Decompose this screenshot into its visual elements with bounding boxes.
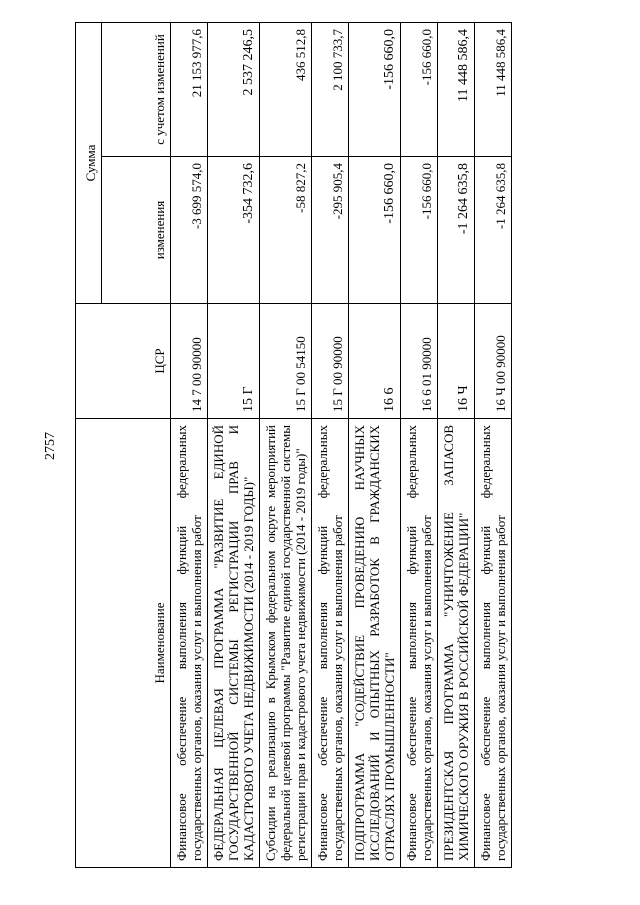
budget-table [75, 22, 512, 868]
header-sum: Сумма [76, 23, 102, 304]
table-row [208, 23, 260, 868]
row-code-cell: 16 6 [349, 304, 401, 419]
page-number: 2757 [43, 432, 58, 460]
row-change-cell: -3 699 574,0 [171, 157, 208, 304]
row-change-cell: -354 732,6 [208, 157, 260, 304]
row-name-cell: Финансовое обеспечение выполнения функций федеральных государственных органов, оказания услуг и выполнения работ [401, 419, 438, 868]
row-change-cell: -1 264 635,8 [438, 157, 475, 304]
row-change-cell: -295 905,4 [312, 157, 349, 304]
header-with-changes: с учетом изменений [102, 23, 171, 157]
row-code-cell: 15 Г 00 54150 [260, 304, 312, 419]
header-change: изменения [102, 157, 171, 304]
row-name-cell: Финансовое обеспечение выполнения функций федеральных государственных органов, оказания услуг и выполнения работ [171, 419, 208, 868]
row-name-cell: Субсидии на реализацию в Крымском федеральном округе мероприятий федеральной целевой программы "Развитие единой государственной системы регистрации прав и кадастрового учета недвижимости (2014 - 2019 годы)" [260, 419, 312, 868]
row-name-cell: ФЕДЕРАЛЬНАЯ ЦЕЛЕВАЯ ПРОГРАММА "РАЗВИТИЕ ЕДИНОЙ ГОСУДАРСТВЕННОЙ СИСТЕМЫ РЕГИСТРАЦИИ ПРАВ И КАДАСТРОВОГО УЧЕТА НЕДВИЖИМОСТИ (2014 - 2019 ГОДЫ)" [208, 419, 260, 868]
table-row [475, 23, 512, 868]
row-code-cell: 16 6 01 90000 [401, 304, 438, 419]
row-name-cell: ПОДПРОГРАММА "СОДЕЙСТВИЕ ПРОВЕДЕНИЮ НАУЧНЫХ ИССЛЕДОВАНИЙ И ОПЫТНЫХ РАЗРАБОТОК В ГРАЖДАНСКИХ ОТРАСЛЯХ ПРОМЫШЛЕННОСТИ" [349, 419, 401, 868]
header-code: ЦСР [76, 304, 171, 419]
table-row [438, 23, 475, 868]
row-total-cell: 11 448 586,4 [475, 23, 512, 157]
row-total-cell: 21 153 977,6 [171, 23, 208, 157]
rotated-page [75, 23, 565, 868]
row-code-cell: 15 Г [208, 304, 260, 419]
row-change-cell: -156 660,0 [401, 157, 438, 304]
header-name: Наименование [76, 419, 171, 868]
row-code-cell: 16 Ч [438, 304, 475, 419]
row-name-cell: Финансовое обеспечение выполнения функций федеральных государственных органов, оказания услуг и выполнения работ [475, 419, 512, 868]
row-code-cell: 16 Ч 00 90000 [475, 304, 512, 419]
row-change-cell: -156 660,0 [349, 157, 401, 304]
table-row [260, 23, 312, 868]
row-name-cell: ПРЕЗИДЕНТСКАЯ ПРОГРАММА "УНИЧТОЖЕНИЕ ЗАПАСОВ ХИМИЧЕСКОГО ОРУЖИЯ В РОССИЙСКОЙ ФЕДЕРАЦИИ" [438, 419, 475, 868]
table-row [171, 23, 208, 868]
row-change-cell: -1 264 635,8 [475, 157, 512, 304]
row-total-cell: 436 512,8 [260, 23, 312, 157]
row-change-cell: -58 827,2 [260, 157, 312, 304]
row-total-cell: -156 660,0 [401, 23, 438, 157]
row-code-cell: 14 7 00 90000 [171, 304, 208, 419]
row-code-cell: 15 Г 00 90000 [312, 304, 349, 419]
row-total-cell: 2 537 246,5 [208, 23, 260, 157]
table-row [401, 23, 438, 868]
table-row [312, 23, 349, 868]
row-total-cell: -156 660,0 [349, 23, 401, 157]
row-total-cell: 2 100 733,7 [312, 23, 349, 157]
table-row [349, 23, 401, 868]
row-name-cell: Финансовое обеспечение выполнения функций федеральных государственных органов, оказания услуг и выполнения работ [312, 419, 349, 868]
row-total-cell: 11 448 586,4 [438, 23, 475, 157]
